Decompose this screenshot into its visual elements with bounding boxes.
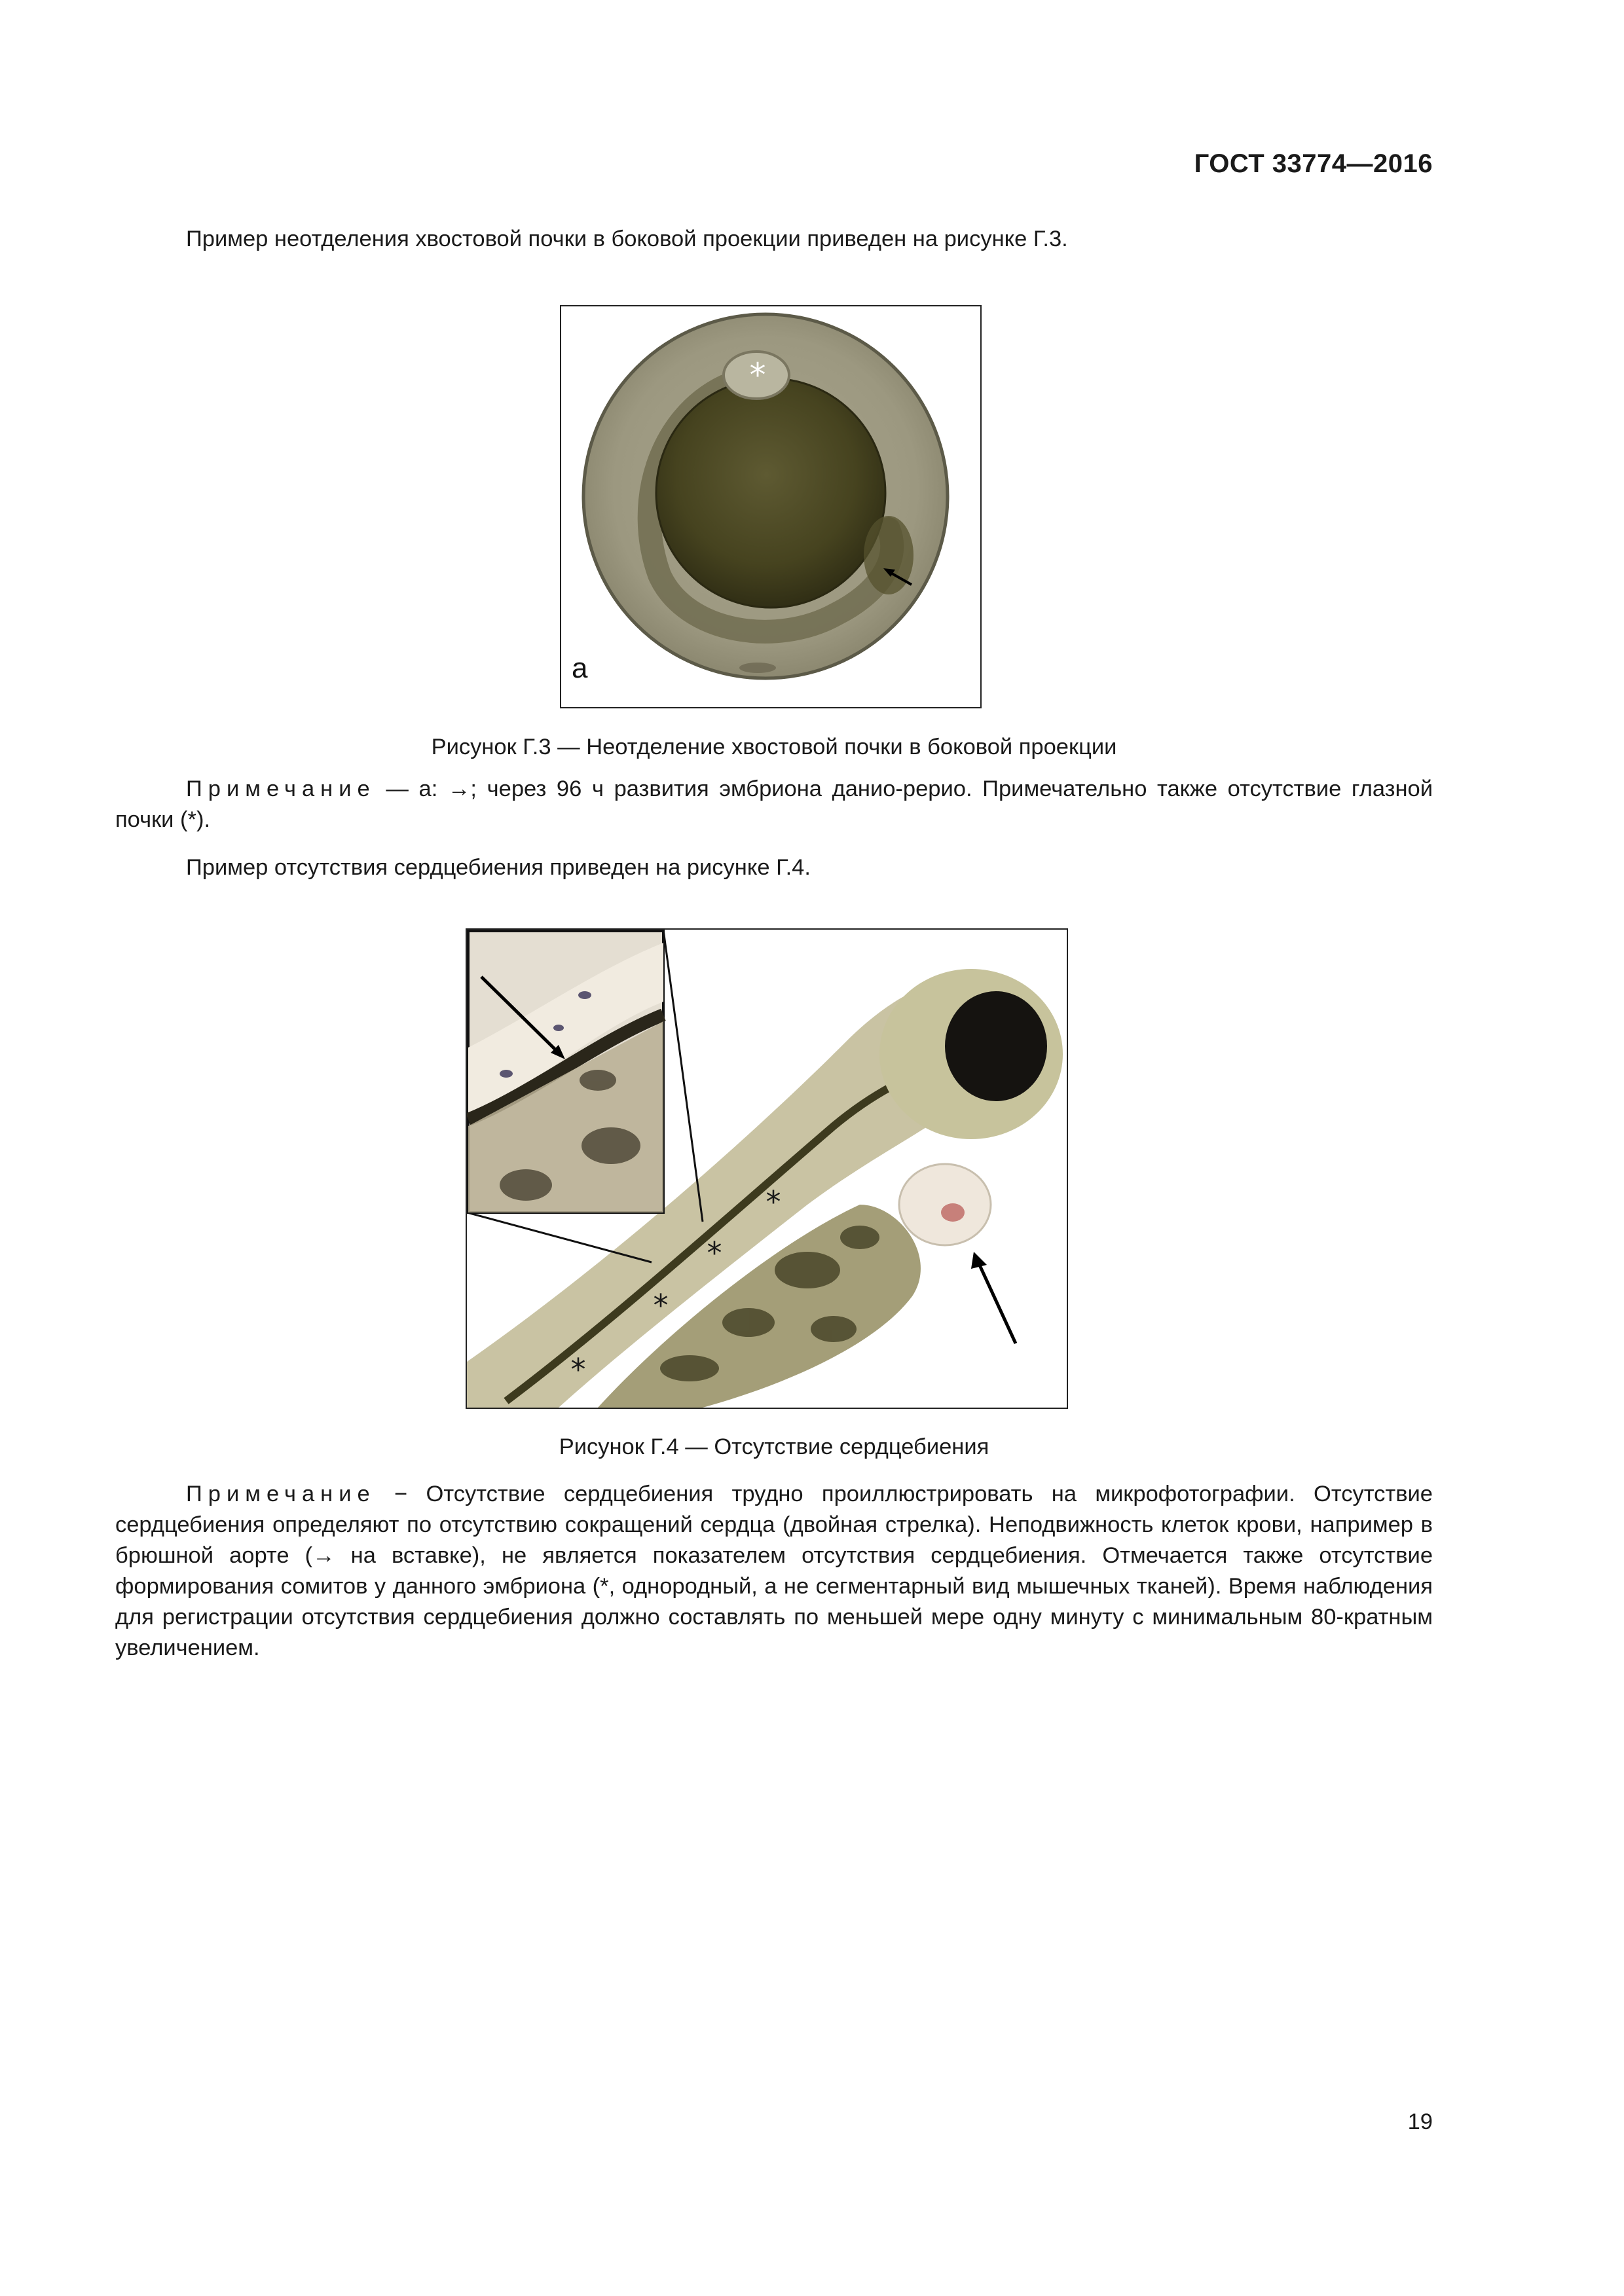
svg-text:*: * [570,1352,586,1387]
note-text: − Отсутствие сердцебиения трудно проиллюстрировать на микрофотографии. Отсутствие сердцебиения определяют по отсутствию сокращений сердца (двойная стрелка). Неподвижность клеток крови, например в брюшной аорте (→ на вставке), не является показателем отсутствия сердцебиения. Отмечается также отсутствие формирования сомитов у данного эмбриона (*, однородный, а не сегментарный вид мышечных тканей). Время наблюдения для регистрации отсутствия сердцебиения должно составлять по меньшей мере одну минуту с минимальным 80-кратным увеличением. [115,1482,1433,1660]
intro-paragraph-g3: Пример неотделения хвостовой почки в боковой проекции приведен на рисунке Г.3. [186,227,1068,251]
panel-label: а [572,652,588,684]
intro-paragraph-g4: Пример отсутствия сердцебиения приведен на рисунке Г.4. [186,855,811,880]
page-number: 19 [1407,2109,1433,2134]
document-code: ГОСТ 33774—2016 [1194,149,1433,178]
caption-g4: Рисунок Г.4 — Отсутствие сердцебиения [559,1434,989,1459]
caption-g3: Рисунок Г.3 — Неотделение хвостовой почки в боковой проекции [431,735,1117,759]
figure-g4 [466,928,1068,1409]
note-text: — а: →; через 96 ч развития эмбриона данио-рерио. Примечательно также отсутствие глазной почки (*). [115,776,1433,832]
svg-text:*: * [653,1288,669,1323]
note-g4 [115,1479,1433,1664]
svg-text:*: * [707,1235,722,1271]
svg-text:*: * [766,1184,781,1220]
svg-text:*: * [749,356,766,394]
embryo-micrograph [561,306,980,707]
larva-micrograph [467,930,1067,1408]
note-label: Примечание [186,1482,376,1506]
note-label: Примечание [186,776,376,801]
figure-g3 [560,305,982,708]
note-g3 [115,774,1433,835]
